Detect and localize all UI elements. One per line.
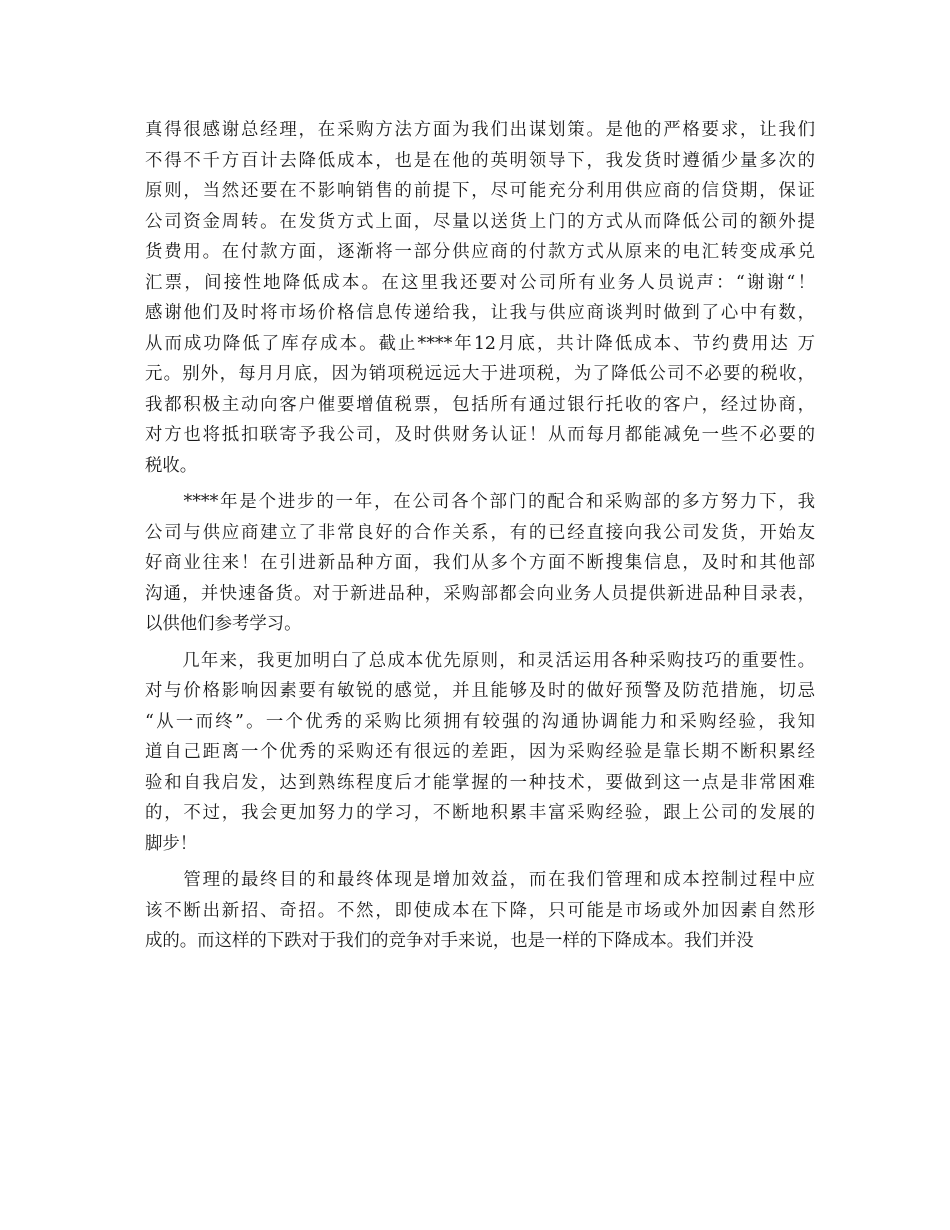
- text-line: 汇票，间接性地降低成本。在这里我还要对公司所有业务人员说声：“谢谢“！: [145, 272, 815, 293]
- text-line: 的，不过，我会更加努力的学习，不断地积累丰富采购经验，跟上公司的发展的: [145, 803, 815, 823]
- text-line: 原则，当然还要在不影响销售的前提下，尽可能充分利用供应商的信贷期，保证: [145, 181, 815, 201]
- text-line: 沟通，并快速备货。对于新进品种，采购部都会向业务人员提供新进品种目录表，: [145, 583, 815, 604]
- text-line: 好商业往来！在引进新品种方面，我们从多个方面不断搜集信息，及时和其他部: [145, 553, 815, 573]
- text-line: 公司资金周转。在发货方式上面，尽量以送货上门的方式从而降低公司的额外提: [145, 211, 815, 232]
- text-line: 我都积极主动向客户催要增值税票，包括所有通过银行托收的客户，经过协商，: [145, 394, 815, 415]
- paragraph: [145, 865, 815, 957]
- text-line: 税收。: [145, 455, 198, 476]
- paragraph: [145, 646, 815, 860]
- paragraph: [145, 487, 815, 640]
- text-line: 脚步！: [145, 833, 198, 854]
- text-line: 真得很感谢总经理，在采购方法方面为我们出谋划策。是他的严格要求，让我们: [145, 120, 815, 140]
- body-text: [145, 115, 815, 957]
- text-line: 从而成功降低了库存成本。截止****年12月底，共计降低成本、节约费用达 万: [145, 333, 815, 354]
- text-line: 不得不千方百计去降低成本，也是在他的英明领导下，我发货时遵循少量多次的: [145, 150, 815, 171]
- text-line: 成的。而这样的下跌对于我们的竞争对手来说，也是一样的下降成本。我们并没: [145, 931, 754, 951]
- text-line: 管理的最终目的和最终体现是增加效益，而在我们管理和成本控制过程中应: [145, 870, 815, 890]
- text-line: 道自己距离一个优秀的采购还有很远的差距，因为采购经验是靠长期不断积累经: [145, 742, 815, 762]
- text-line: “从一而终”。一个优秀的采购比须拥有较强的沟通协调能力和采购经验，我知: [145, 711, 815, 732]
- text-line: 对与价格影响因素要有敏锐的感觉，并且能够及时的做好预警及防范措施，切忌: [145, 681, 815, 701]
- text-line: 验和自我启发，达到熟练程度后才能掌握的一种技术，要做到这一点是非常困难: [145, 772, 815, 793]
- text-line: 感谢他们及时将市场价格信息传递给我，让我与供应商谈判时做到了心中有数，: [145, 303, 815, 323]
- text-line: 该不断出新招、奇招。不然，即使成本在下降，只可能是市场或外加因素自然形: [145, 900, 815, 921]
- text-line: 几年来，我更加明白了总成本优先原则，和灵活运用各种采购技巧的重要性。: [145, 650, 815, 671]
- text-line: 货费用。在付款方面，逐渐将一部分供应商的付款方式从原来的电汇转变成承兑: [145, 242, 815, 262]
- text-line: 以供他们参考学习。: [145, 614, 302, 634]
- text-line: ****年是个进步的一年，在公司各个部门的配合和采购部的多方努力下，我: [145, 492, 815, 512]
- paragraph: [145, 115, 815, 481]
- text-line: 元。别外，每月月底，因为销项税远远大于进项税，为了降低公司不必要的税收，: [145, 364, 815, 384]
- text-line: 对方也将抵扣联寄予我公司，及时供财务认证！从而每月都能减免一些不必要的: [145, 425, 815, 445]
- text-line: 公司与供应商建立了非常良好的合作关系，有的已经直接向我公司发货，开始友: [145, 522, 815, 543]
